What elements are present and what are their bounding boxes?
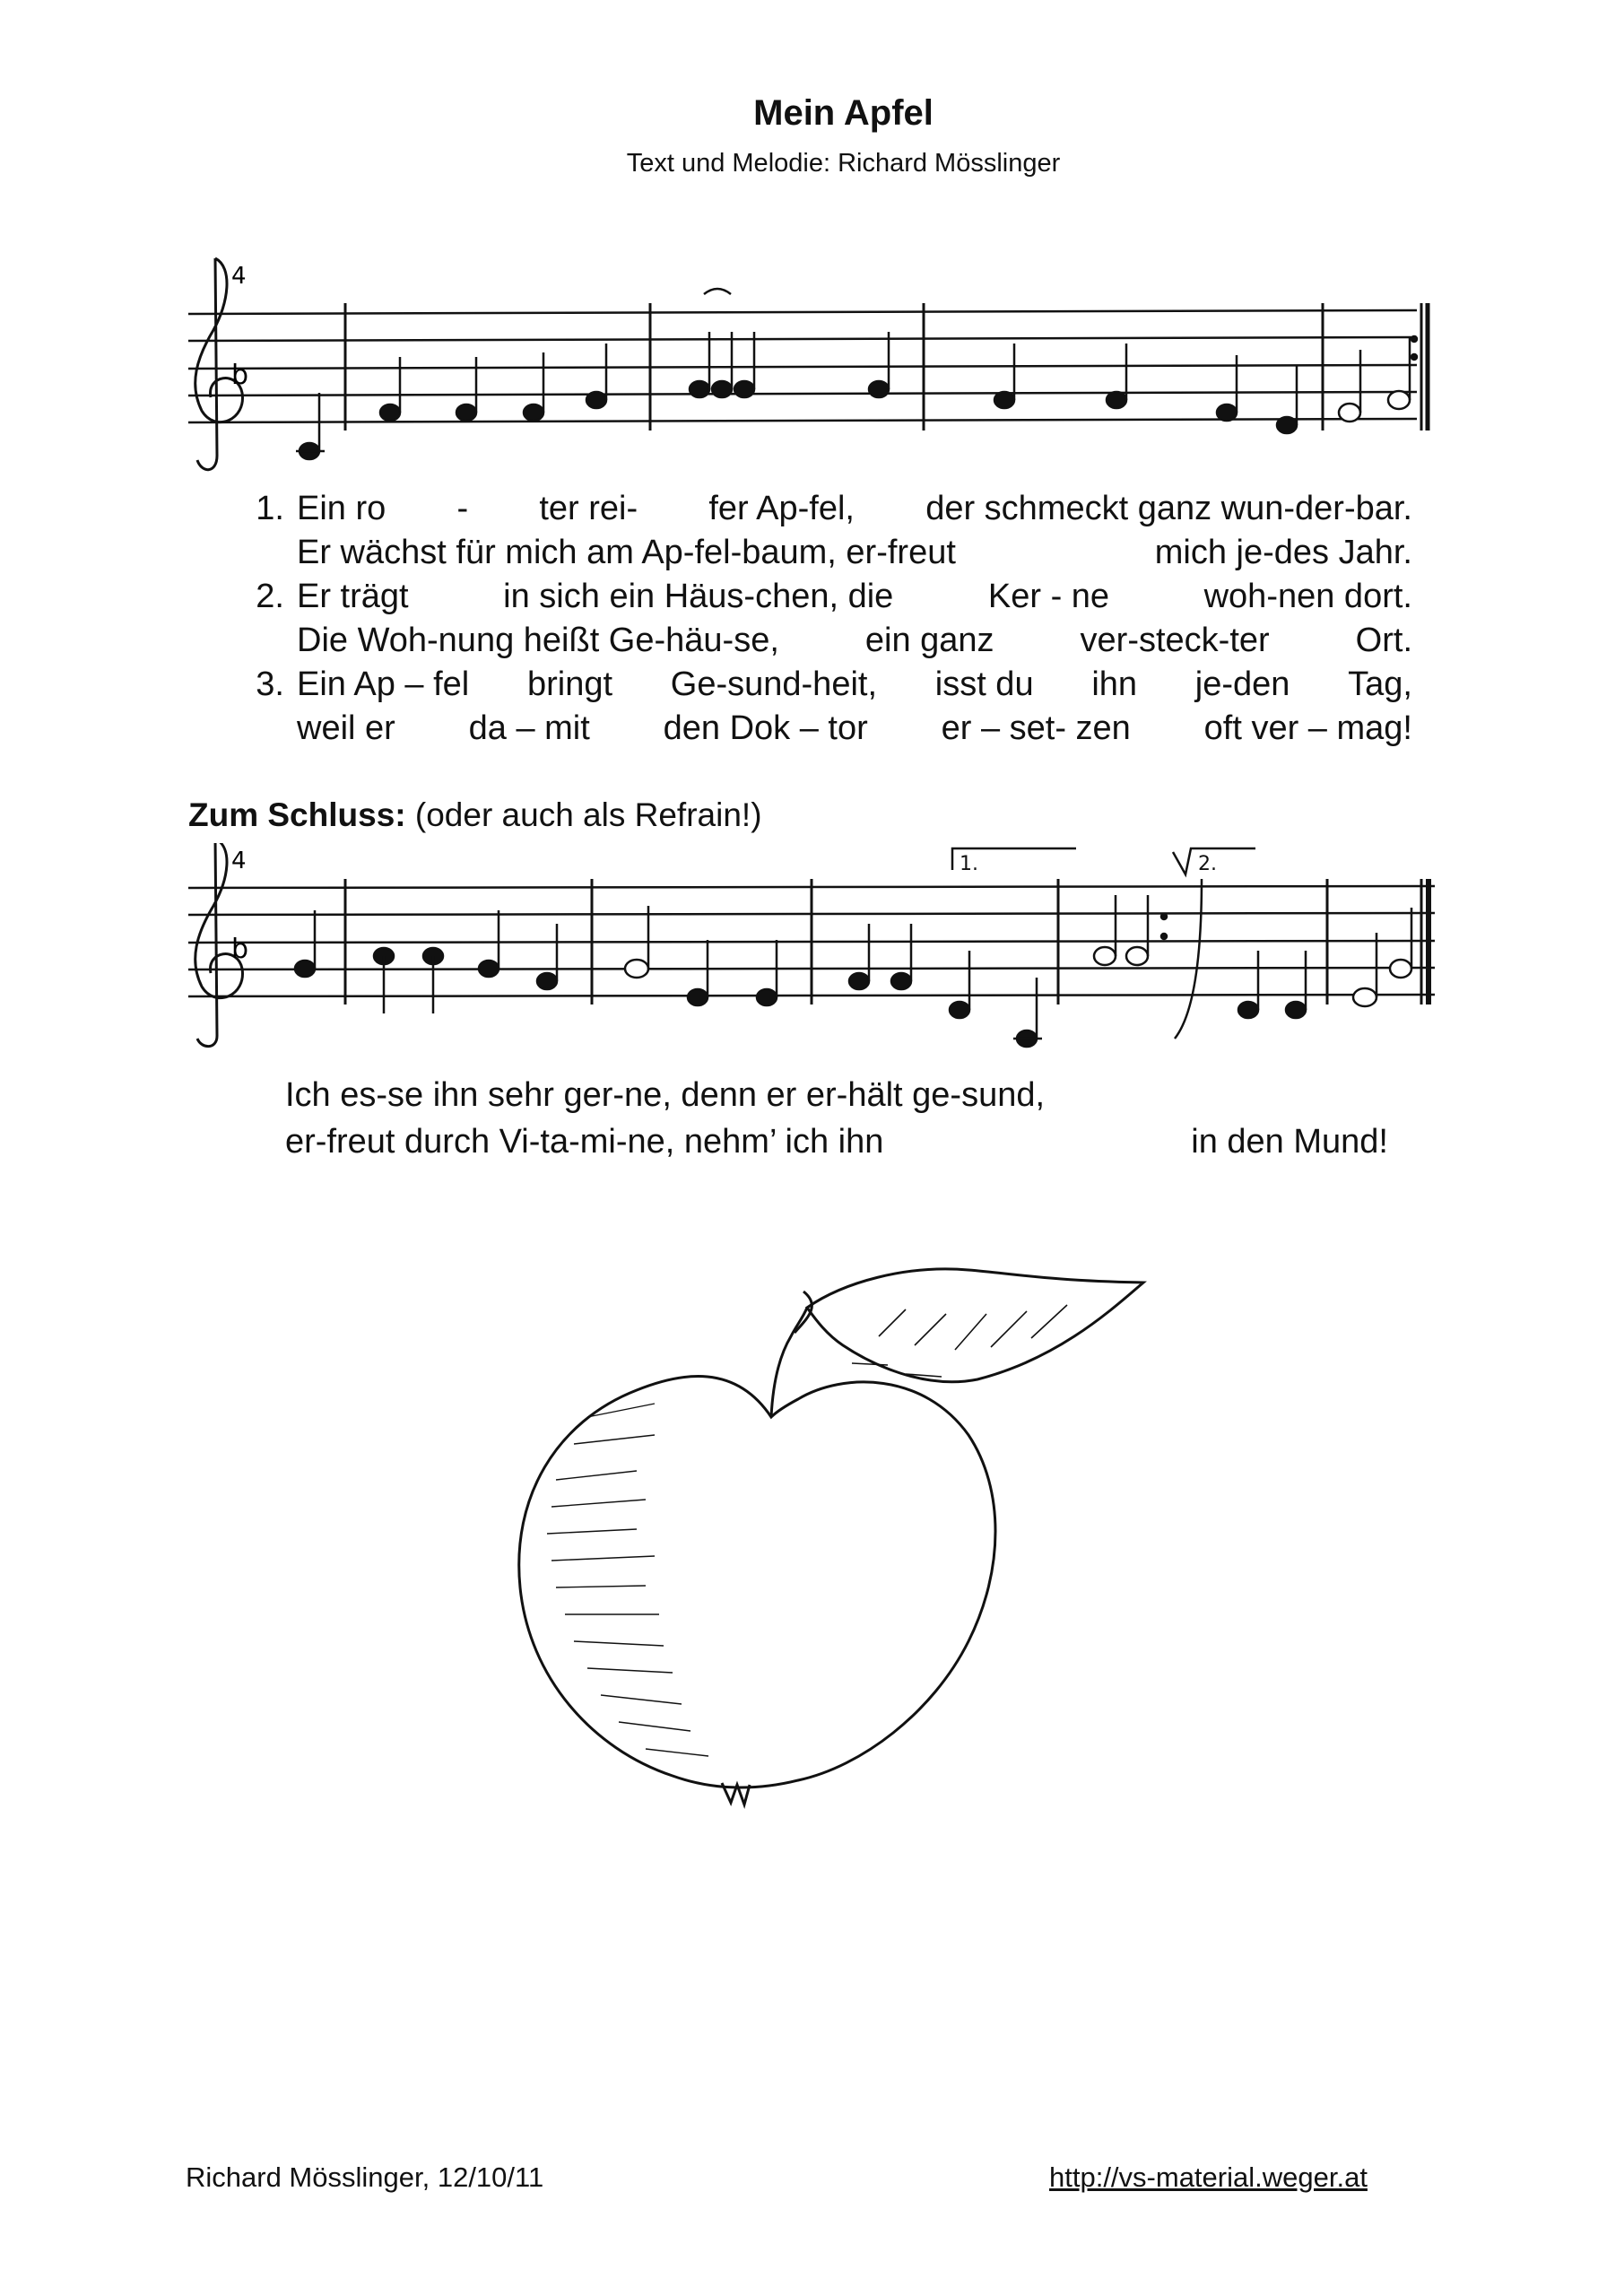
verse-1-line-1 (238, 487, 1412, 531)
lyric: Ge-sund-heit, (670, 665, 878, 703)
verses (238, 487, 1412, 751)
ending-1-label: 1. (960, 853, 978, 875)
note (1107, 392, 1126, 408)
verse-number: 1. (256, 490, 284, 527)
refrain-line-2 (285, 1118, 1388, 1165)
lyric: er – set- zen (941, 709, 1131, 747)
half-note (1353, 988, 1376, 1006)
time-signature: 4 (231, 263, 247, 290)
music-staff-2 (179, 843, 1453, 1058)
verse-number: 2. (256, 578, 284, 615)
note (891, 973, 911, 989)
refrain (285, 1072, 1388, 1165)
schluss-heading (188, 796, 762, 834)
note (869, 381, 889, 397)
note (295, 961, 315, 977)
lyric: ver-steck-ter (1080, 622, 1270, 659)
half-note (1390, 960, 1411, 978)
volta-brackets (952, 848, 1255, 1039)
time-signature: 4 (231, 848, 247, 874)
lyric: der schmeckt ganz wun-der-bar. (925, 490, 1412, 527)
verse-2-line-2 (238, 619, 1412, 663)
lyric: in sich ein Häus-chen, die (503, 578, 894, 615)
note (380, 404, 400, 421)
half-note (1388, 391, 1410, 409)
half-note (1339, 404, 1360, 422)
lyric: den Dok – tor (663, 709, 868, 747)
half-note (1094, 947, 1116, 965)
verse-3-line-2 (238, 707, 1412, 751)
ending-2-label: 2. (1198, 853, 1217, 875)
note (456, 404, 476, 421)
lyric: Die Woh-nung heißt Ge-häu-se, (297, 622, 779, 659)
lyric: oft ver – mag! (1203, 709, 1412, 747)
half-note (625, 960, 648, 978)
schluss-note: (oder auch als Refrain!) (414, 796, 762, 833)
lyric: fer Ap-fel, (708, 490, 855, 527)
apple-drawing-icon (502, 1265, 1157, 1821)
lyric: Er wächst für mich am Ap-fel-baum, er-freut (297, 534, 956, 571)
lyric: er-freut durch Vi-ta-mi-ne, nehm’ ich ihn (285, 1123, 884, 1161)
note (586, 392, 606, 408)
lyric: ein ganz (864, 622, 994, 659)
refrain-line-1 (285, 1072, 1388, 1118)
note (524, 404, 543, 421)
music-staff-1 (179, 249, 1453, 483)
note (994, 392, 1014, 408)
schluss-label: Zum Schluss: (188, 796, 406, 833)
footer-url-link[interactable]: http://vs-material.weger.at (1049, 2161, 1368, 2193)
note (1277, 417, 1297, 433)
apple-outline (519, 1377, 995, 1787)
lyric: da – mit (468, 709, 590, 747)
note (688, 989, 708, 1005)
notes-staff-1 (296, 289, 1417, 459)
half-note (1126, 947, 1148, 965)
lyric: bringt (526, 665, 613, 703)
lyric: - (456, 490, 469, 527)
lyric: Ort. (1355, 622, 1412, 659)
note (950, 1002, 969, 1018)
note (1217, 404, 1237, 421)
lyric: Ein Ap – fel (297, 665, 470, 703)
lyric: Ker - ne (987, 578, 1110, 615)
note (537, 973, 557, 989)
lyric: Ein ro (297, 490, 386, 527)
note (757, 989, 777, 1005)
lyric: isst du (934, 665, 1034, 703)
verse-number: 3. (256, 665, 284, 703)
note (712, 381, 732, 397)
note (479, 961, 499, 977)
footer-author-date: Richard Mösslinger, 12/10/11 (186, 2161, 544, 2193)
verse-3-line-1 (238, 663, 1412, 707)
lyric: woh-nen dort. (1203, 578, 1412, 615)
page-subtitle: Text und Melodie: Richard Mösslinger (626, 149, 1061, 178)
verse-2-line-1 (238, 575, 1412, 619)
lyric: Er trägt (297, 578, 409, 615)
lyric: mich je-des Jahr. (1154, 534, 1412, 571)
leaf (807, 1269, 1143, 1382)
apple-shading (547, 1404, 708, 1756)
tie (704, 289, 731, 294)
note (690, 381, 709, 397)
note (1238, 1002, 1258, 1018)
key-signature-flat: b (231, 934, 249, 965)
lyric: ter rei- (539, 490, 638, 527)
verse-1-line-2 (238, 531, 1412, 575)
lyric: in den Mund! (1191, 1123, 1388, 1161)
note (849, 973, 869, 989)
notes-staff-2 (295, 895, 1411, 1047)
key-signature-flat: b (231, 360, 249, 391)
note (1286, 1002, 1306, 1018)
lyric: Ich es-se ihn sehr ger-ne, denn er er-hält ge-sund, (285, 1076, 1046, 1114)
lyric: ihn (1091, 665, 1138, 703)
page-title: Mein Apfel (753, 93, 934, 133)
lyric: je-den (1194, 665, 1290, 703)
lyric: Tag, (1348, 665, 1412, 703)
lyric: weil er (297, 709, 395, 747)
note (734, 381, 754, 397)
